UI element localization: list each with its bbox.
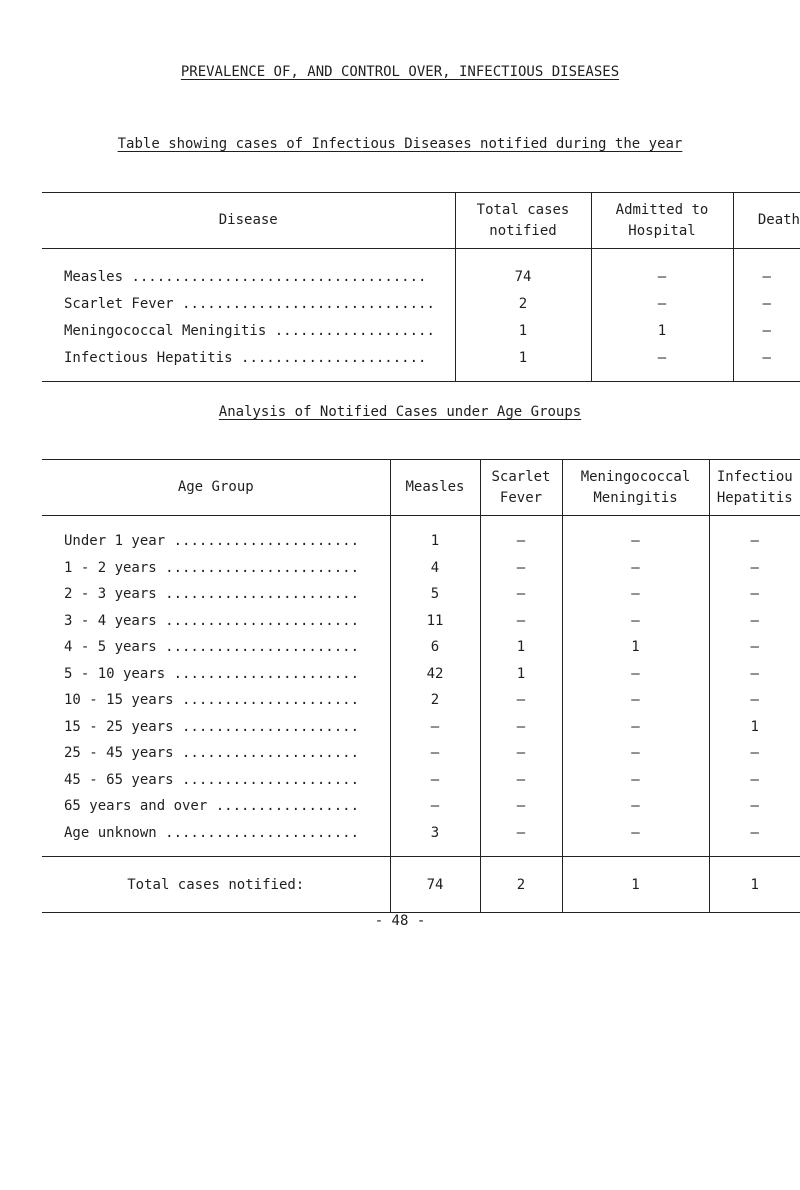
table-row [42, 344, 800, 382]
measles-cell: 2 [390, 687, 480, 714]
measles-cell: – [390, 740, 480, 767]
hepatitis-cell: – [750, 559, 759, 576]
table-row [42, 290, 800, 317]
age-group-cell: 4 - 5 years ....................... [42, 634, 390, 661]
hepatitis-cell: – [750, 639, 759, 656]
table-header-row [42, 193, 800, 249]
hepatitis-cell: – [750, 798, 759, 815]
total-cell: 1 [455, 317, 591, 344]
measles-cell: – [390, 767, 480, 794]
age-group-cell: 5 - 10 years ...................... [42, 661, 390, 688]
meningococcal-cell: – [562, 687, 709, 714]
age-group-cell: 15 - 25 years ..................... [42, 714, 390, 741]
measles-cell: 3 [390, 820, 480, 857]
header-meningococcal: Meningococcal Meningitis [562, 460, 709, 516]
table-row [42, 767, 800, 794]
age-group-cell: 2 - 3 years ....................... [42, 581, 390, 608]
header-scarlet-fever: Scarlet Fever [480, 460, 562, 516]
total-scarlet: 2 [480, 857, 562, 913]
meningococcal-cell: – [562, 767, 709, 794]
table-row [42, 661, 800, 688]
hepatitis-cell: – [750, 533, 759, 550]
measles-cell: 6 [390, 634, 480, 661]
table-row [42, 740, 800, 767]
hepatitis-cell: 1 [750, 718, 759, 735]
deaths-cell: – [762, 268, 771, 285]
total-cell: 74 [455, 249, 591, 291]
deaths-cell: – [762, 295, 771, 312]
measles-cell: 1 [390, 516, 480, 555]
deaths-cell: – [762, 349, 771, 366]
diseases-notified-table [42, 192, 800, 382]
hepatitis-cell: – [750, 612, 759, 629]
meningococcal-cell: – [562, 793, 709, 820]
age-group-cell: 45 - 65 years ..................... [42, 767, 390, 794]
table-row [42, 608, 800, 635]
meningococcal-cell: – [562, 555, 709, 582]
disease-cell: Measles ................................... [42, 249, 455, 291]
total-row [42, 857, 800, 913]
measles-cell: 42 [390, 661, 480, 688]
measles-cell: – [390, 793, 480, 820]
total-measles: 74 [390, 857, 480, 913]
scarlet-cell: – [480, 820, 562, 857]
table-row [42, 634, 800, 661]
age-group-cell: 10 - 15 years ..................... [42, 687, 390, 714]
admitted-cell: – [591, 290, 733, 317]
meningococcal-cell: – [562, 516, 709, 555]
scarlet-cell: – [480, 608, 562, 635]
page-title: PREVALENCE OF, AND CONTROL OVER, INFECTIOUS DISEASES [180, 64, 620, 80]
scarlet-cell: 1 [480, 661, 562, 688]
meningococcal-cell: – [562, 740, 709, 767]
header-age-group: Age Group [42, 460, 390, 516]
table-row [42, 317, 800, 344]
scarlet-cell: – [480, 555, 562, 582]
admitted-cell: – [591, 249, 733, 291]
hepatitis-cell: – [750, 665, 759, 682]
deaths-cell: – [762, 322, 771, 339]
scarlet-cell: – [480, 793, 562, 820]
measles-cell: 4 [390, 555, 480, 582]
table1-title: Table showing cases of Infectious Diseases notified during the year [117, 136, 683, 152]
total-label: Total cases notified: [42, 857, 390, 913]
scarlet-cell: – [480, 516, 562, 555]
hepatitis-cell: – [750, 771, 759, 788]
header-total-cases: Total cases notified [455, 193, 591, 249]
age-group-cell: 1 - 2 years ....................... [42, 555, 390, 582]
table-row [42, 555, 800, 582]
header-disease: Disease [42, 193, 455, 249]
measles-cell: 5 [390, 581, 480, 608]
meningococcal-cell: – [562, 608, 709, 635]
meningococcal-cell: – [562, 820, 709, 857]
table2-title: Analysis of Notified Cases under Age Groups [218, 404, 582, 420]
scarlet-cell: – [480, 687, 562, 714]
table-row [42, 581, 800, 608]
disease-cell: Scarlet Fever .............................. [42, 290, 455, 317]
disease-cell: Infectious Hepatitis ...................... [42, 344, 455, 382]
age-group-cell: 3 - 4 years ....................... [42, 608, 390, 635]
table-row [42, 793, 800, 820]
total-meningococcal: 1 [562, 857, 709, 913]
disease-cell: Meningococcal Meningitis ................... [42, 317, 455, 344]
scarlet-cell: 1 [480, 634, 562, 661]
age-group-cell: Age unknown ....................... [42, 820, 390, 857]
meningococcal-cell: – [562, 581, 709, 608]
admitted-cell: 1 [591, 317, 733, 344]
header-hepatitis: Infectiou Hepatitis [709, 460, 800, 516]
header-measles: Measles [390, 460, 480, 516]
meningococcal-cell: 1 [562, 634, 709, 661]
table-row [42, 687, 800, 714]
age-group-cell: 65 years and over ................. [42, 793, 390, 820]
table-row [42, 516, 800, 555]
scarlet-cell: – [480, 767, 562, 794]
hepatitis-cell: – [750, 824, 759, 841]
scarlet-cell: – [480, 581, 562, 608]
table-row [42, 714, 800, 741]
admitted-cell: – [591, 344, 733, 382]
meningococcal-cell: – [562, 714, 709, 741]
hepatitis-cell: – [750, 692, 759, 709]
total-cell: 1 [455, 344, 591, 382]
page-number: - 48 - [374, 913, 426, 929]
measles-cell: 11 [390, 608, 480, 635]
scarlet-cell: – [480, 740, 562, 767]
header-admitted: Admitted to Hospital [591, 193, 733, 249]
hepatitis-cell: – [750, 586, 759, 603]
table-row [42, 820, 800, 857]
meningococcal-cell: – [562, 661, 709, 688]
measles-cell: – [390, 714, 480, 741]
total-hepatitis: 1 [709, 857, 800, 913]
table-row [42, 249, 800, 291]
age-group-cell: Under 1 year ...................... [42, 516, 390, 555]
scarlet-cell: – [480, 714, 562, 741]
header-deaths: Death [733, 193, 800, 249]
total-cell: 2 [455, 290, 591, 317]
table-header-row [42, 460, 800, 516]
age-group-cell: 25 - 45 years ..................... [42, 740, 390, 767]
age-group-table [42, 459, 800, 913]
hepatitis-cell: – [750, 745, 759, 762]
